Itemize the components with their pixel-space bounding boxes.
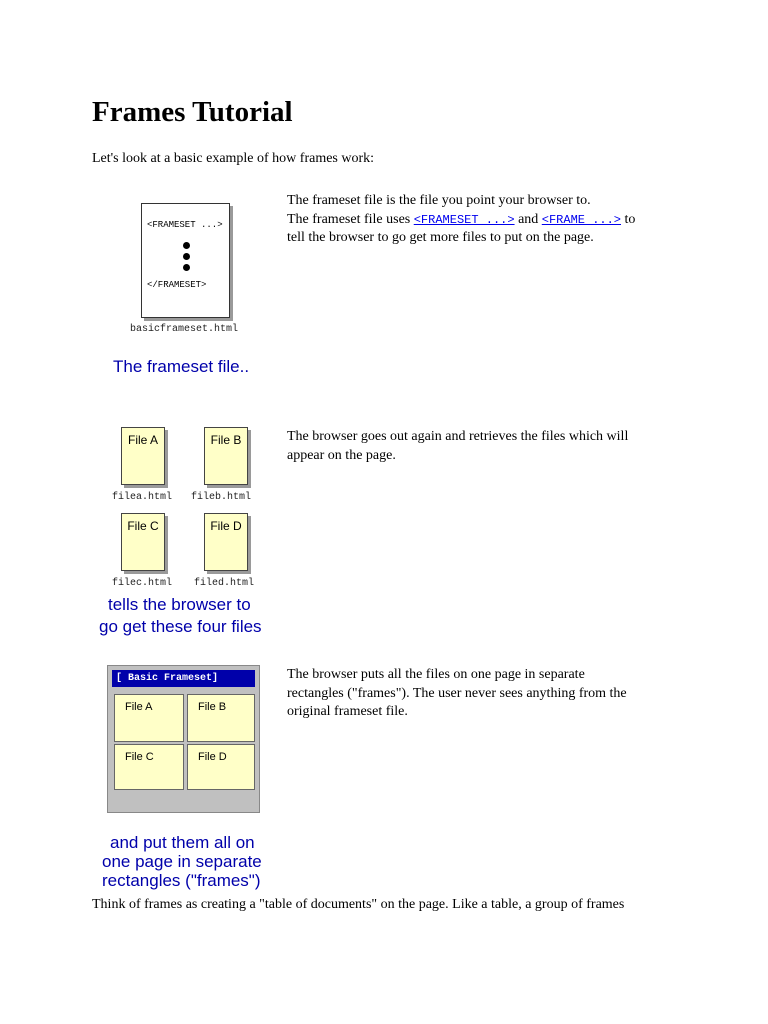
- frameset-tag-link[interactable]: <FRAMESET ...>: [413, 212, 515, 227]
- frame-tag-link[interactable]: <FRAME ...>: [541, 212, 621, 227]
- closing-text: Think of frames as creating a "table of documents" on the page. Like a table, a group of frames: [92, 897, 625, 912]
- frame-a: File A: [114, 694, 184, 742]
- file-c-note: File C: [121, 513, 165, 571]
- step2-text: The browser goes out again and retrieves the files which will appear on the page.: [287, 429, 629, 463]
- frames-caption-line2: one page in separate: [102, 852, 262, 871]
- frame-c: File C: [114, 744, 184, 790]
- four-files-caption-line2: go get these four files: [99, 617, 262, 636]
- frameset-filename: basicframeset.html: [130, 324, 239, 335]
- filea-filename: filea.html: [112, 492, 173, 503]
- ellipsis-dot: [183, 264, 190, 271]
- filec-filename: filec.html: [112, 578, 173, 589]
- frames-caption-line1: and put them all on: [110, 833, 255, 852]
- four-files-caption-line1: tells the browser to: [108, 595, 251, 614]
- frames-caption-line3: rectangles ("frames"): [102, 871, 261, 890]
- step3-text: The browser puts all the files on one page in separate rectangles ("frames"). The user never sees anything from the original frameset file.: [287, 667, 627, 719]
- file-b-note: File B: [204, 427, 248, 485]
- page-title: Frames Tutorial: [92, 96, 293, 128]
- file-a-note: File A: [121, 427, 165, 485]
- frame-d: File D: [187, 744, 255, 790]
- window-title-bar: [ Basic Frameset]: [112, 670, 255, 687]
- frameset-caption: The frameset file..: [113, 357, 250, 376]
- filed-filename: filed.html: [194, 578, 255, 589]
- fileb-filename: fileb.html: [191, 492, 252, 503]
- frameset-document: [141, 203, 230, 318]
- ellipsis-dot: [183, 253, 190, 260]
- intro-text: Let's look at a basic example of how frames work:: [92, 151, 375, 166]
- file-d-note: File D: [204, 513, 248, 571]
- frameset-open-tag: <FRAMESET ...>: [147, 220, 223, 230]
- frame-b: File B: [187, 694, 255, 742]
- step1-text: The frameset file is the file you point your browser to. The frameset file uses <FRAMESET ...> and <FRAME ...> to tell the browser to go get more files to put on the page.: [287, 193, 636, 245]
- frameset-close-tag: </FRAMESET>: [147, 280, 207, 290]
- ellipsis-dot: [183, 242, 190, 249]
- basic-frameset-window: [107, 665, 260, 813]
